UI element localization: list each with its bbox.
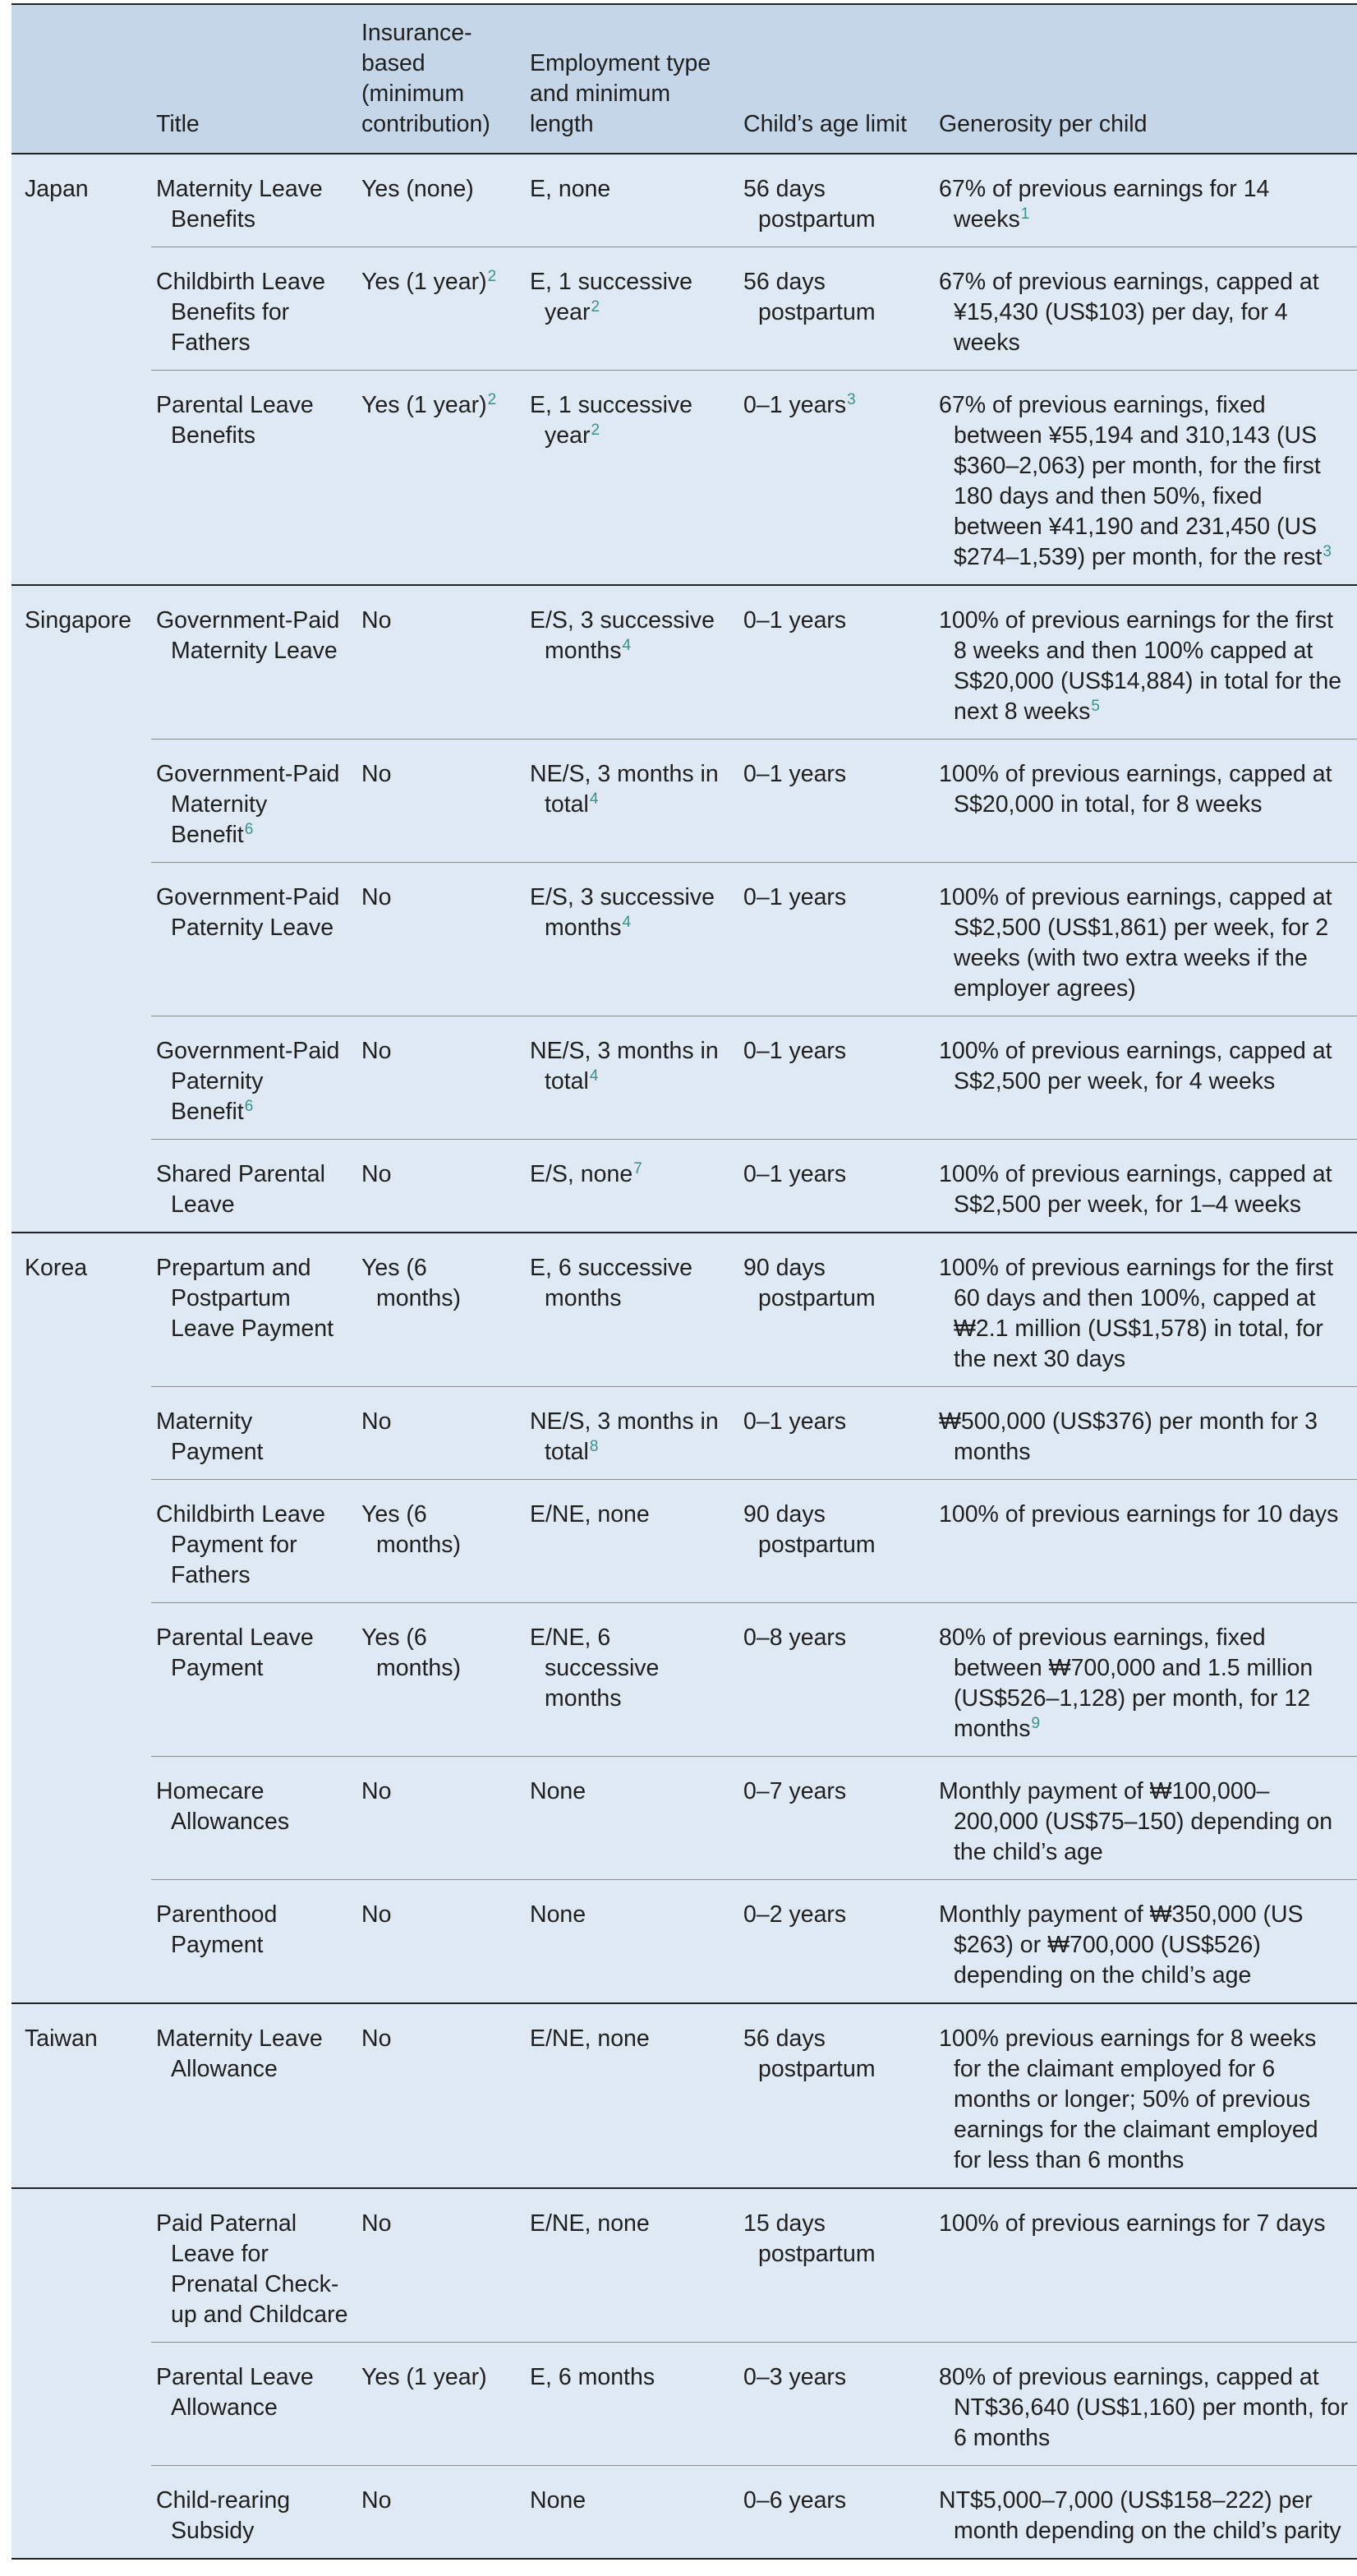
generosity-cell-text: 80% of previous earnings, fixed between ₩700,000 and 1.5 million (US$526–1,128) per month, for 12 months [939, 1624, 1313, 1742]
benefit-title-cell [151, 1387, 356, 1480]
parental-benefits-table [12, 3, 1357, 2560]
benefit-title-cell [151, 2466, 356, 2560]
footnote-marker[interactable]: 2 [591, 297, 600, 316]
insurance-cell-text: No [361, 1778, 392, 1804]
table-row [12, 1387, 1357, 1480]
footnote-marker[interactable]: 1 [1020, 205, 1030, 223]
benefit-title-cell [151, 2003, 356, 2188]
footnote-marker[interactable]: 2 [487, 267, 497, 285]
age-limit-cell [738, 2466, 934, 2560]
age-limit-cell-text: 0–1 years [743, 1408, 847, 1435]
age-limit-cell [738, 585, 934, 740]
benefit-title-cell [151, 863, 356, 1016]
employment-cell [525, 585, 738, 740]
benefit-title-cell [151, 371, 356, 586]
benefit-title-cell [151, 247, 356, 371]
insurance-cell-text: No [361, 2025, 392, 2052]
table-row [12, 2343, 1357, 2466]
benefit-title-cell-text: Government-Paid Maternity Leave [156, 607, 340, 664]
employment-cell [525, 1016, 738, 1140]
generosity-cell-text: 100% of previous earnings, capped at S$2,500 per week, for 4 weeks [939, 1038, 1332, 1094]
age-limit-cell-text: 0–3 years [743, 2364, 847, 2390]
generosity-cell-text: 100% of previous earnings, capped at S$2,500 (US$1,861) per week, for 2 weeks (with two extra weeks if the employer agrees) [939, 884, 1332, 1002]
insurance-cell-text: No [361, 2487, 392, 2514]
country-cell: Japan [12, 154, 151, 585]
benefit-title-cell-text: Maternity Leave Allowance [156, 2025, 323, 2082]
age-limit-cell [738, 2343, 934, 2466]
table-row [12, 2188, 1357, 2343]
benefit-title-cell-text: Childbirth Leave Benefits for Fathers [156, 269, 325, 356]
table-row [12, 740, 1357, 863]
employment-cell [525, 371, 738, 586]
age-limit-cell [738, 1016, 934, 1140]
insurance-cell [356, 863, 525, 1016]
age-limit-cell-text: 0–1 years [743, 607, 847, 634]
employment-cell-text: E/NE, none [530, 2025, 650, 2052]
insurance-cell [356, 2003, 525, 2188]
footnote-marker[interactable]: 3 [1322, 542, 1332, 560]
employment-cell-text: E/NE, none [530, 2210, 650, 2237]
generosity-cell-text: 67% of previous earnings, capped at ¥15,430 (US$103) per day, for 4 weeks [939, 269, 1319, 356]
employment-cell [525, 1480, 738, 1603]
header-employment: Employment type and minimum length [525, 4, 738, 154]
insurance-cell-text: No [361, 1161, 392, 1187]
age-limit-cell-text: 56 days postpartum [743, 176, 876, 233]
generosity-cell-text: NT$5,000–7,000 (US$158–222) per month depending on the child’s parity [939, 2487, 1341, 2544]
age-limit-cell [738, 2188, 934, 2343]
insurance-cell-text: Yes (6 months) [361, 1501, 461, 1558]
table-row [12, 371, 1357, 586]
generosity-cell-text: Monthly payment of ₩100,000–200,000 (US$75–150) depending on the child’s age [939, 1778, 1333, 1865]
generosity-cell-text: 100% previous earnings for 8 weeks for the claimant employed for 6 months or longer; 50% of previous earnings for the claimant employed for less than 6 months [939, 2025, 1318, 2173]
footnote-marker[interactable]: 8 [589, 1437, 599, 1455]
age-limit-cell-text: 0–1 years [743, 1161, 847, 1187]
age-limit-cell [738, 1480, 934, 1603]
benefit-title-cell-text: Parental Leave Payment [156, 1624, 314, 1681]
footnote-marker[interactable]: 3 [847, 390, 856, 408]
generosity-cell [934, 1757, 1357, 1880]
generosity-cell [934, 1233, 1357, 1387]
benefit-title-cell-text: Government-Paid Paternity Benefit [156, 1038, 340, 1125]
table-row [12, 1016, 1357, 1140]
table-row [12, 247, 1357, 371]
benefit-title-cell-text: Maternity Payment [156, 1408, 264, 1465]
insurance-cell [356, 1603, 525, 1757]
employment-cell [525, 154, 738, 247]
employment-cell [525, 1757, 738, 1880]
age-limit-cell-text: 90 days postpartum [743, 1501, 876, 1558]
employment-cell [525, 1880, 738, 2004]
age-limit-cell [738, 1603, 934, 1757]
table-row [12, 154, 1357, 247]
generosity-cell-text: 100% of previous earnings for the first 8 weeks and then 100% capped at S$20,000 (US$14,884) in total for the next 8 weeks [939, 607, 1342, 725]
age-limit-cell-text: 15 days postpartum [743, 2210, 876, 2267]
insurance-cell-text: No [361, 761, 392, 787]
generosity-cell [934, 740, 1357, 863]
header-insurance: Insurance-based (minimum contribution) [356, 4, 525, 154]
age-limit-cell-text: 0–1 years [743, 884, 847, 910]
benefit-title-cell [151, 1140, 356, 1233]
generosity-cell-text: 100% of previous earnings for the first 60 days and then 100%, capped at ₩2.1 million (US$1,578) in total, for the next 30 days [939, 1255, 1334, 1372]
generosity-cell [934, 1016, 1357, 1140]
generosity-cell-text: ₩500,000 (US$376) per month for 3 months [939, 1408, 1318, 1465]
insurance-cell [356, 371, 525, 586]
benefit-title-cell-text: Paid Paternal Leave for Prenatal Check-up and Childcare [156, 2210, 348, 2328]
age-limit-cell-text: 0–1 years [743, 761, 847, 787]
employment-cell-text: E, none [530, 176, 611, 202]
benefit-title-cell [151, 1880, 356, 2004]
footnote-marker[interactable]: 4 [589, 790, 599, 808]
employment-cell [525, 2343, 738, 2466]
table-row [12, 1880, 1357, 2004]
age-limit-cell [738, 863, 934, 1016]
age-limit-cell [738, 1880, 934, 2004]
header-country [12, 4, 151, 154]
insurance-cell [356, 1233, 525, 1387]
footnote-marker[interactable]: 6 [244, 820, 254, 838]
insurance-cell-text: Yes (6 months) [361, 1624, 461, 1681]
insurance-cell [356, 154, 525, 247]
generosity-cell [934, 2188, 1357, 2343]
insurance-cell [356, 2466, 525, 2560]
generosity-cell-text: 100% of previous earnings for 7 days [939, 2210, 1326, 2237]
employment-cell [525, 1233, 738, 1387]
generosity-cell [934, 371, 1357, 586]
insurance-cell-text: Yes (1 year) [361, 2364, 487, 2390]
insurance-cell-text: No [361, 2210, 392, 2237]
generosity-cell [934, 1603, 1357, 1757]
insurance-cell [356, 1140, 525, 1233]
footnote-marker[interactable]: 5 [1091, 697, 1100, 715]
age-limit-cell [738, 740, 934, 863]
insurance-cell [356, 740, 525, 863]
generosity-cell [934, 2003, 1357, 2188]
generosity-cell [934, 2343, 1357, 2466]
employment-cell-text: E/NE, none [530, 1501, 650, 1528]
employment-cell-text: None [530, 1778, 586, 1804]
employment-cell-text: E, 6 months [530, 2364, 656, 2390]
generosity-cell [934, 585, 1357, 740]
generosity-cell-text: Monthly payment of ₩350,000 (US $263) or ₩700,000 (US$526) depending on the child’s age [939, 1901, 1304, 1988]
country-cell: Singapore [12, 585, 151, 1233]
benefit-title-cell [151, 1480, 356, 1603]
generosity-cell-text: 100% of previous earnings, capped at S$20,000 in total, for 8 weeks [939, 761, 1332, 818]
insurance-cell [356, 247, 525, 371]
employment-cell-text: NE/S, 3 months in total [530, 1408, 719, 1465]
insurance-cell-text: Yes (1 year) [361, 269, 487, 295]
footnote-marker[interactable]: 9 [1031, 1714, 1041, 1732]
table-header-row [12, 4, 1357, 154]
insurance-cell [356, 2188, 525, 2343]
footnote-marker[interactable]: 4 [589, 1067, 599, 1085]
country-cell: Taiwan [12, 2003, 151, 2188]
footnote-marker[interactable]: 6 [244, 1097, 254, 1115]
employment-cell [525, 1603, 738, 1757]
age-limit-cell-text: 0–6 years [743, 2487, 847, 2514]
table-row [12, 2003, 1357, 2188]
age-limit-cell-text: 0–2 years [743, 1901, 847, 1928]
benefit-title-cell-text: Government-Paid Paternity Leave [156, 884, 340, 941]
generosity-cell-text: 67% of previous earnings for 14 weeks [939, 176, 1270, 233]
table-body [12, 154, 1357, 2559]
employment-cell [525, 2188, 738, 2343]
employment-cell [525, 2466, 738, 2560]
benefits-table-container [12, 3, 1357, 2560]
employment-cell [525, 863, 738, 1016]
insurance-cell [356, 585, 525, 740]
generosity-cell [934, 863, 1357, 1016]
table-row [12, 1233, 1357, 1387]
insurance-cell [356, 1480, 525, 1603]
country-cell [12, 2188, 151, 2559]
generosity-cell [934, 1880, 1357, 2004]
insurance-cell-text: No [361, 607, 392, 634]
header-age-limit: Child’s age limit [738, 4, 934, 154]
benefit-title-cell-text: Shared Parental Leave [156, 1161, 325, 1218]
employment-cell-text: E/NE, 6 successive months [530, 1624, 660, 1712]
age-limit-cell-text: 56 days postpartum [743, 2025, 876, 2082]
employment-cell [525, 1140, 738, 1233]
age-limit-cell [738, 1387, 934, 1480]
age-limit-cell [738, 247, 934, 371]
employment-cell-text: E/S, none [530, 1161, 633, 1187]
benefit-title-cell [151, 1233, 356, 1387]
age-limit-cell [738, 2003, 934, 2188]
employment-cell-text: None [530, 1901, 586, 1928]
age-limit-cell [738, 1140, 934, 1233]
benefit-title-cell [151, 585, 356, 740]
insurance-cell-text: No [361, 1038, 392, 1064]
insurance-cell [356, 1880, 525, 2004]
generosity-cell-text: 80% of previous earnings, capped at NT$36,640 (US$1,160) per month, for 6 months [939, 2364, 1349, 2451]
insurance-cell-text: No [361, 1901, 392, 1928]
employment-cell [525, 740, 738, 863]
footnote-marker[interactable]: 4 [622, 913, 632, 931]
benefit-title-cell-text: Parental Leave Allowance [156, 2364, 314, 2421]
generosity-cell [934, 1480, 1357, 1603]
employment-cell [525, 2003, 738, 2188]
benefit-title-cell-text: Child-rearing Subsidy [156, 2487, 291, 2544]
benefit-title-cell [151, 2188, 356, 2343]
age-limit-cell-text: 0–1 years [743, 1038, 847, 1064]
employment-cell [525, 1387, 738, 1480]
benefit-title-cell-text: Prepartum and Postpartum Leave Payment [156, 1255, 334, 1342]
generosity-cell [934, 1387, 1357, 1480]
table-row [12, 1603, 1357, 1757]
employment-cell-text: NE/S, 3 months in total [530, 761, 719, 818]
footnote-marker[interactable]: 7 [633, 1159, 642, 1177]
generosity-cell [934, 1140, 1357, 1233]
generosity-cell [934, 247, 1357, 371]
footnote-marker[interactable]: 2 [487, 390, 497, 408]
footnote-marker[interactable]: 4 [622, 636, 632, 654]
generosity-cell [934, 2466, 1357, 2560]
insurance-cell-text: No [361, 884, 392, 910]
generosity-cell [934, 154, 1357, 247]
benefit-title-cell-text: Homecare Allowances [156, 1778, 290, 1835]
employment-cell-text: E, 1 successive year [530, 269, 692, 325]
table-row [12, 1757, 1357, 1880]
benefit-title-cell-text: Parental Leave Benefits [156, 392, 314, 449]
table-row [12, 1140, 1357, 1233]
age-limit-cell [738, 1757, 934, 1880]
insurance-cell [356, 1757, 525, 1880]
benefit-title-cell-text: Parenthood Payment [156, 1901, 278, 1958]
age-limit-cell-text: 0–1 years [743, 392, 847, 418]
age-limit-cell [738, 1233, 934, 1387]
header-title: Title [151, 4, 356, 154]
benefit-title-cell [151, 2343, 356, 2466]
country-cell: Korea [12, 1233, 151, 2003]
insurance-cell-text: Yes (6 months) [361, 1255, 461, 1311]
generosity-cell-text: 67% of previous earnings, fixed between ¥55,194 and 310,143 (US $360–2,063) per month, for the first 180 days and then 50%, fixed between ¥41,190 and 231,450 (US $274–1,539) per month, for the rest [939, 392, 1322, 570]
employment-cell [525, 247, 738, 371]
employment-cell-text: E/S, 3 successive months [530, 607, 715, 664]
table-row [12, 585, 1357, 740]
employment-cell-text: E, 1 successive year [530, 392, 692, 449]
table-row [12, 2466, 1357, 2560]
generosity-cell-text: 100% of previous earnings for 10 days [939, 1501, 1339, 1528]
age-limit-cell-text: 56 days postpartum [743, 269, 876, 325]
benefit-title-cell [151, 154, 356, 247]
employment-cell-text: E, 6 successive months [530, 1255, 692, 1311]
insurance-cell-text: Yes (none) [361, 176, 474, 202]
benefit-title-cell [151, 1603, 356, 1757]
benefit-title-cell-text: Government-Paid Maternity Benefit [156, 761, 340, 848]
generosity-cell-text: 100% of previous earnings, capped at S$2,500 per week, for 1–4 weeks [939, 1161, 1332, 1218]
insurance-cell [356, 1016, 525, 1140]
age-limit-cell [738, 154, 934, 247]
insurance-cell-text: No [361, 1408, 392, 1435]
header-generosity: Generosity per child [934, 4, 1357, 154]
benefit-title-cell [151, 1757, 356, 1880]
age-limit-cell [738, 371, 934, 586]
footnote-marker[interactable]: 2 [591, 421, 600, 439]
table-row [12, 1480, 1357, 1603]
age-limit-cell-text: 90 days postpartum [743, 1255, 876, 1311]
age-limit-cell-text: 0–7 years [743, 1778, 847, 1804]
employment-cell-text: E/S, 3 successive months [530, 884, 715, 941]
benefit-title-cell-text: Maternity Leave Benefits [156, 176, 323, 233]
employment-cell-text: NE/S, 3 months in total [530, 1038, 719, 1094]
benefit-title-cell-text: Childbirth Leave Payment for Fathers [156, 1501, 325, 1588]
benefit-title-cell [151, 740, 356, 863]
insurance-cell [356, 2343, 525, 2466]
insurance-cell-text: Yes (1 year) [361, 392, 487, 418]
insurance-cell [356, 1387, 525, 1480]
benefit-title-cell [151, 1016, 356, 1140]
table-row [12, 863, 1357, 1016]
employment-cell-text: None [530, 2487, 586, 2514]
age-limit-cell-text: 0–8 years [743, 1624, 847, 1651]
